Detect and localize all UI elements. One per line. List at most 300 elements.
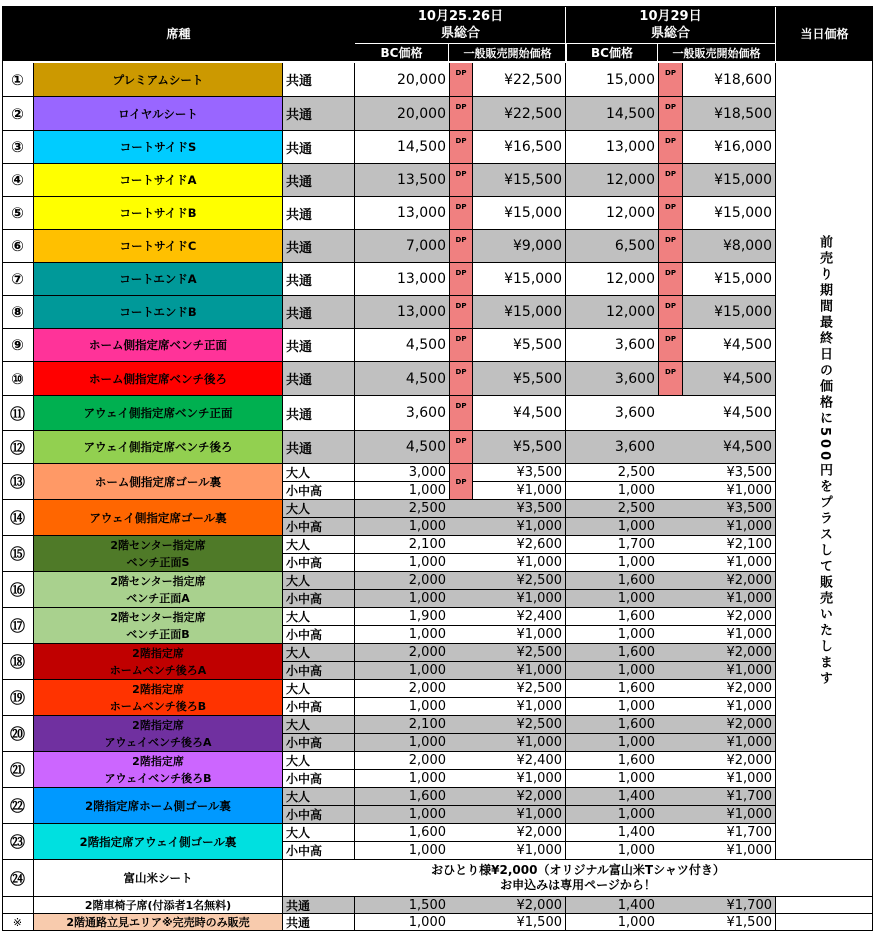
general-price-event1: ¥9,000: [473, 230, 566, 263]
seat-name: アウェイ側指定席ゴール裏: [34, 500, 283, 536]
seat-name-line: 2階センター指定席: [110, 574, 206, 588]
dp-empty-event2: [658, 770, 683, 788]
general-price-event2: ¥8,000: [683, 230, 775, 263]
header-event2: [566, 6, 775, 43]
bc-price-event2: 1,000: [566, 770, 658, 788]
dp-marker-event2: DP: [658, 197, 683, 230]
row-number: ⑱: [2, 644, 34, 680]
bc-price-event1: 1,000: [355, 770, 449, 788]
general-price-event2: ¥4,500: [683, 362, 775, 396]
bc-price-event2: 2,500: [566, 500, 658, 518]
bc-price-event2: 3,600: [566, 362, 658, 396]
price-category: 大人: [283, 464, 355, 482]
dp-empty-event2: [658, 897, 683, 914]
price-category: 小中高: [283, 698, 355, 716]
row-number: ※: [2, 914, 34, 931]
dp-empty-event1: [449, 806, 473, 824]
bc-price-event1: 1,900: [355, 608, 449, 626]
seat-name-line: 2階センター指定席: [110, 538, 206, 552]
bc-price-event2: 1,400: [566, 788, 658, 806]
general-price-event2: ¥15,000: [683, 263, 775, 296]
price-category: 共通: [283, 897, 355, 914]
general-price-event1: ¥2,400: [473, 608, 566, 626]
general-price-event1: ¥1,000: [473, 554, 566, 572]
bc-price-event1: 1,000: [355, 554, 449, 572]
price-category: 共通: [283, 263, 355, 296]
bc-price-event2: 12,000: [566, 296, 658, 329]
general-price-event1: ¥5,500: [473, 329, 566, 362]
bc-price-event1: 14,500: [355, 131, 449, 164]
general-price-event2: ¥4,500: [683, 329, 775, 362]
bc-price-event2: 1,600: [566, 716, 658, 734]
general-price-event1: ¥3,500: [473, 464, 566, 482]
dp-empty-event1: [449, 734, 473, 752]
price-category: 共通: [283, 396, 355, 431]
general-price-event1: ¥4,500: [473, 396, 566, 431]
row-number: ②: [2, 97, 34, 131]
bc-price-event2: 1,600: [566, 752, 658, 770]
bc-price-event2: 1,000: [566, 698, 658, 716]
seat-name: 2階車椅子席(付添者1名無料): [34, 897, 283, 914]
dp-empty-event2: [658, 396, 683, 431]
bc-price-event2: 1,000: [566, 734, 658, 752]
bc-price-event1: 2,000: [355, 680, 449, 698]
bc-price-event2: 1,000: [566, 914, 658, 931]
seat-name: 2階指定席アウェイ側ゴール裏: [34, 824, 283, 860]
general-price-event2: ¥2,100: [683, 536, 775, 554]
dp-empty-event2: [658, 698, 683, 716]
price-category: 小中高: [283, 626, 355, 644]
dp-empty-event1: [449, 698, 473, 716]
price-category: 共通: [283, 362, 355, 396]
dp-empty-event1: [449, 788, 473, 806]
seat-name: コートサイドS: [34, 131, 283, 164]
event1-venue: 県総合: [440, 25, 480, 41]
seat-name-line: ベンチ正面B: [126, 627, 190, 641]
price-category: 大人: [283, 824, 355, 842]
bc-price-event1: 1,000: [355, 590, 449, 608]
bc-price-event2: 3,600: [566, 431, 658, 464]
bc-price-event2: 1,600: [566, 680, 658, 698]
general-price-event2: ¥3,500: [683, 500, 775, 518]
row-number: ⑲: [2, 680, 34, 716]
general-price-event2: ¥4,500: [683, 396, 775, 431]
general-price-event2: ¥1,000: [683, 698, 775, 716]
general-price-event1: ¥22,500: [473, 63, 566, 97]
seat-name-line: 2階指定席: [132, 718, 184, 732]
seat-name: ホーム側指定席ベンチ後ろ: [34, 362, 283, 396]
header-same-day: 当日価格: [775, 6, 873, 61]
row-number: ④: [2, 164, 34, 197]
dp-empty-event2: [658, 590, 683, 608]
dp-marker-event1: DP: [449, 329, 473, 362]
bc-price-event1: 13,000: [355, 197, 449, 230]
seat-name: ロイヤルシート: [34, 97, 283, 131]
dp-empty-event1: [449, 770, 473, 788]
dp-empty-event2: [658, 554, 683, 572]
seat-name: [34, 572, 283, 608]
price-category: 共通: [283, 97, 355, 131]
dp-marker-event1: DP: [449, 164, 473, 197]
general-price-event1: ¥1,000: [473, 806, 566, 824]
dp-marker-event2: DP: [658, 296, 683, 329]
dp-empty-event1: [449, 608, 473, 626]
dp-empty-event2: [658, 482, 683, 500]
seat-name: コートサイドA: [34, 164, 283, 197]
general-price-event1: ¥2,600: [473, 536, 566, 554]
bc-price-event1: 1,600: [355, 788, 449, 806]
seat-name: アウェイ側指定席ベンチ正面: [34, 396, 283, 431]
seat-name: 富山米シート: [34, 860, 283, 897]
general-price-event2: ¥1,700: [683, 788, 775, 806]
bc-price-event1: 1,000: [355, 626, 449, 644]
dp-empty-event2: [658, 842, 683, 860]
dp-marker-event1: DP: [449, 296, 473, 329]
dp-empty-event2: [658, 824, 683, 842]
dp-marker-event1: DP: [449, 263, 473, 296]
dp-empty-event2: [658, 464, 683, 482]
price-category: 大人: [283, 788, 355, 806]
general-price-event1: ¥2,500: [473, 572, 566, 590]
header-event1: [355, 6, 566, 43]
price-category: 共通: [283, 230, 355, 263]
header-divider: [565, 6, 566, 61]
general-price-event1: ¥15,000: [473, 197, 566, 230]
seat-name-line: ホームベンチ後ろB: [109, 699, 207, 713]
bc-price-event1: 2,500: [355, 500, 449, 518]
header-seat-type: 席種: [2, 6, 355, 61]
general-price-event1: ¥1,000: [473, 842, 566, 860]
bc-price-event2: 1,600: [566, 572, 658, 590]
general-price-event2: ¥2,000: [683, 644, 775, 662]
row-number: ㉒: [2, 788, 34, 824]
general-price-event2: ¥1,000: [683, 734, 775, 752]
header-bc-price-1: BC価格: [355, 43, 449, 61]
bc-price-event1: 2,100: [355, 716, 449, 734]
general-price-event1: ¥3,500: [473, 500, 566, 518]
general-price-event2: ¥15,000: [683, 296, 775, 329]
dp-empty-event1: [449, 914, 473, 931]
row-number: ⑪: [2, 396, 34, 431]
general-price-event2: ¥1,700: [683, 824, 775, 842]
dp-marker-event1: DP: [449, 230, 473, 263]
price-category: 大人: [283, 572, 355, 590]
dp-empty-event1: [449, 842, 473, 860]
dp-empty-event1: [449, 518, 473, 536]
dp-empty-event2: [658, 626, 683, 644]
bc-price-event1: 1,600: [355, 824, 449, 842]
bc-price-event1: 1,500: [355, 897, 449, 914]
price-category: 共通: [283, 914, 355, 931]
row-number: ③: [2, 131, 34, 164]
general-price-event2: ¥1,000: [683, 662, 775, 680]
dp-marker-event2: DP: [658, 63, 683, 97]
seat-name-line: ベンチ正面A: [126, 591, 190, 605]
bc-price-event2: 1,000: [566, 554, 658, 572]
row-number: ⑧: [2, 296, 34, 329]
price-category: 大人: [283, 716, 355, 734]
seat-name-line: 2階指定席: [132, 646, 184, 660]
price-table: [2, 6, 873, 931]
price-category: 共通: [283, 431, 355, 464]
dp-empty-event1: [449, 644, 473, 662]
toyamamai-note2: お申込みは専用ページから！: [500, 878, 656, 892]
general-price-event1: ¥5,500: [473, 431, 566, 464]
price-category: 大人: [283, 644, 355, 662]
general-price-event2: ¥1,000: [683, 590, 775, 608]
event1-date: 10月25.26日: [417, 8, 504, 24]
seat-name: [34, 608, 283, 644]
general-price-event2: ¥16,000: [683, 131, 775, 164]
seat-name-line: アウェイベンチ後ろA: [104, 735, 212, 749]
seat-name-line: 2階指定席: [132, 682, 184, 696]
bc-price-event2: 1,000: [566, 806, 658, 824]
general-price-event1: ¥1,000: [473, 734, 566, 752]
dp-marker-event1: DP: [449, 197, 473, 230]
header-general-price-1: 一般販売開始価格: [449, 43, 566, 61]
dp-empty-event2: [658, 431, 683, 464]
price-category: 大人: [283, 500, 355, 518]
bc-price-event1: 4,500: [355, 329, 449, 362]
bc-price-event2: 2,500: [566, 464, 658, 482]
seat-name-line: ベンチ正面S: [126, 555, 190, 569]
dp-marker-event2: DP: [658, 263, 683, 296]
row-number: ⑯: [2, 572, 34, 608]
price-category: 小中高: [283, 518, 355, 536]
seat-name: 2階指定席ホーム側ゴール裏: [34, 788, 283, 824]
dp-empty-event2: [658, 788, 683, 806]
general-price-event2: ¥1,000: [683, 626, 775, 644]
price-category: 共通: [283, 197, 355, 230]
price-category: 小中高: [283, 554, 355, 572]
seat-name: コートサイドB: [34, 197, 283, 230]
dp-empty-event1: [449, 662, 473, 680]
general-price-event2: ¥18,600: [683, 63, 775, 97]
bc-price-event1: 4,500: [355, 362, 449, 396]
general-price-event2: ¥15,000: [683, 164, 775, 197]
price-category: 共通: [283, 131, 355, 164]
general-price-event2: ¥1,000: [683, 518, 775, 536]
general-price-event1: ¥2,500: [473, 716, 566, 734]
general-price-event2: ¥2,000: [683, 680, 775, 698]
general-price-event2: ¥1,000: [683, 842, 775, 860]
general-price-event1: ¥1,000: [473, 626, 566, 644]
seat-name: コートエンドB: [34, 296, 283, 329]
seat-name: プレミアムシート: [34, 63, 283, 97]
dp-empty-event2: [658, 608, 683, 626]
dp-marker-event1: DP: [449, 97, 473, 131]
bc-price-event2: 1,000: [566, 518, 658, 536]
event2-date: 10月29日: [639, 8, 702, 24]
dp-empty-event2: [658, 644, 683, 662]
price-category: 大人: [283, 752, 355, 770]
general-price-event1: ¥15,000: [473, 296, 566, 329]
row-number: ㉓: [2, 824, 34, 860]
bc-price-event2: 12,000: [566, 197, 658, 230]
general-price-event1: ¥2,500: [473, 644, 566, 662]
general-price-event2: ¥1,000: [683, 806, 775, 824]
general-price-event1: ¥16,500: [473, 131, 566, 164]
dp-empty-event1: [449, 716, 473, 734]
general-price-event2: ¥1,700: [683, 897, 775, 914]
row-number: ⑫: [2, 431, 34, 464]
bc-price-event2: 6,500: [566, 230, 658, 263]
dp-empty-event1: [449, 626, 473, 644]
bc-price-event2: 1,400: [566, 897, 658, 914]
price-category: 大人: [283, 680, 355, 698]
dp-empty-event1: [449, 680, 473, 698]
dp-empty-event2: [658, 572, 683, 590]
price-category: 大人: [283, 608, 355, 626]
general-price-event2: ¥4,500: [683, 431, 775, 464]
bc-price-event2: 3,600: [566, 396, 658, 431]
price-category: 共通: [283, 329, 355, 362]
price-category: 小中高: [283, 590, 355, 608]
bc-price-event1: 1,000: [355, 482, 449, 500]
bc-price-event1: 2,000: [355, 752, 449, 770]
dp-empty-event1: [449, 500, 473, 518]
dp-empty-event1: [449, 897, 473, 914]
dp-empty-event1: [449, 824, 473, 842]
header-general-price-2: 一般販売開始価格: [658, 43, 775, 61]
bc-price-event2: 1,600: [566, 608, 658, 626]
dp-empty-event2: [658, 536, 683, 554]
dp-empty-event2: [658, 752, 683, 770]
bc-price-event2: 3,600: [566, 329, 658, 362]
seat-name: ホーム側指定席ベンチ正面: [34, 329, 283, 362]
dp-empty-event2: [658, 518, 683, 536]
bc-price-event2: 12,000: [566, 263, 658, 296]
dp-marker-event1: DP: [449, 396, 473, 431]
row-number: ⑩: [2, 362, 34, 396]
dp-empty-event1: [449, 752, 473, 770]
row-number: ㉔: [2, 860, 34, 897]
dp-marker-event2: DP: [658, 329, 683, 362]
dp-empty-event2: [658, 662, 683, 680]
same-day-blank: [775, 914, 873, 931]
general-price-event2: ¥3,500: [683, 464, 775, 482]
price-category: 共通: [283, 164, 355, 197]
bc-price-event2: 1,700: [566, 536, 658, 554]
bc-price-event1: 1,000: [355, 734, 449, 752]
price-category: 大人: [283, 536, 355, 554]
dp-marker-event1: DP: [449, 131, 473, 164]
general-price-event1: ¥15,500: [473, 164, 566, 197]
general-price-event2: ¥2,000: [683, 572, 775, 590]
seat-name: [34, 644, 283, 680]
bc-price-event2: 12,000: [566, 164, 658, 197]
dp-marker-event1: DP: [449, 464, 473, 500]
bc-price-event1: 1,000: [355, 914, 449, 931]
dp-marker-event2: DP: [658, 131, 683, 164]
dp-empty-event1: [449, 554, 473, 572]
general-price-event1: ¥5,500: [473, 362, 566, 396]
bc-price-event2: 1,000: [566, 626, 658, 644]
general-price-event2: ¥2,000: [683, 716, 775, 734]
bc-price-event2: 13,000: [566, 131, 658, 164]
bc-price-event1: 4,500: [355, 431, 449, 464]
row-number: ⑭: [2, 500, 34, 536]
bc-price-event1: 7,000: [355, 230, 449, 263]
bc-price-event2: 14,500: [566, 97, 658, 131]
general-price-event2: ¥15,000: [683, 197, 775, 230]
price-category: 小中高: [283, 806, 355, 824]
general-price-event2: ¥1,000: [683, 770, 775, 788]
general-price-event1: ¥1,000: [473, 698, 566, 716]
seat-name-line: 2階センター指定席: [110, 610, 206, 624]
bc-price-event1: 20,000: [355, 97, 449, 131]
bc-price-event1: 3,000: [355, 464, 449, 482]
bc-price-event1: 2,000: [355, 644, 449, 662]
dp-marker-event2: DP: [658, 362, 683, 396]
price-category: 共通: [283, 296, 355, 329]
bc-price-event1: 13,500: [355, 164, 449, 197]
bc-price-event1: 1,000: [355, 806, 449, 824]
bc-price-event2: 1,000: [566, 842, 658, 860]
general-price-event2: ¥18,500: [683, 97, 775, 131]
bc-price-event2: 1,000: [566, 590, 658, 608]
toyamamai-note: [283, 860, 873, 897]
seat-name: ホーム側指定席ゴール裏: [34, 464, 283, 500]
dp-empty-event1: [449, 572, 473, 590]
seat-name: [34, 680, 283, 716]
bc-price-event1: 1,000: [355, 842, 449, 860]
row-number: ⑰: [2, 608, 34, 644]
row-number: ⑦: [2, 263, 34, 296]
dp-empty-event2: [658, 806, 683, 824]
same-day-blank: [775, 897, 873, 914]
general-price-event1: ¥1,000: [473, 482, 566, 500]
row-number: ⑬: [2, 464, 34, 500]
price-category: 小中高: [283, 770, 355, 788]
row-number: ㉑: [2, 752, 34, 788]
general-price-event1: ¥2,400: [473, 752, 566, 770]
seat-name: コートエンドA: [34, 263, 283, 296]
bc-price-event2: 15,000: [566, 63, 658, 97]
event2-venue: 県総合: [650, 25, 690, 41]
row-number: ⑨: [2, 329, 34, 362]
dp-empty-event1: [449, 590, 473, 608]
general-price-event1: ¥22,500: [473, 97, 566, 131]
dp-marker-event1: DP: [449, 431, 473, 464]
price-category: 小中高: [283, 662, 355, 680]
row-number: ⑮: [2, 536, 34, 572]
dp-marker-event1: DP: [449, 362, 473, 396]
row-number: ⑤: [2, 197, 34, 230]
seat-name-line: アウェイベンチ後ろB: [104, 771, 212, 785]
bc-price-event1: 3,600: [355, 396, 449, 431]
general-price-event1: ¥1,000: [473, 518, 566, 536]
dp-empty-event2: [658, 914, 683, 931]
seat-name: アウェイ側指定席ベンチ後ろ: [34, 431, 283, 464]
seat-name: [34, 752, 283, 788]
general-price-event1: ¥2,000: [473, 788, 566, 806]
same-day-note: 前売り期間最終日の価格に500円をプラスして販売いたします: [775, 63, 873, 860]
dp-empty-event1: [449, 536, 473, 554]
general-price-event1: ¥1,000: [473, 770, 566, 788]
dp-marker-event2: DP: [658, 164, 683, 197]
bc-price-event1: 1,000: [355, 698, 449, 716]
general-price-event1: ¥1,500: [473, 914, 566, 931]
price-category: 小中高: [283, 482, 355, 500]
general-price-event2: ¥1,500: [683, 914, 775, 931]
general-price-event1: ¥1,000: [473, 590, 566, 608]
general-price-event1: ¥2,000: [473, 897, 566, 914]
seat-name: 2階通路立見エリア※完売時のみ販売: [34, 914, 283, 931]
bc-price-event2: 1,600: [566, 644, 658, 662]
row-number: ①: [2, 63, 34, 97]
dp-empty-event2: [658, 500, 683, 518]
